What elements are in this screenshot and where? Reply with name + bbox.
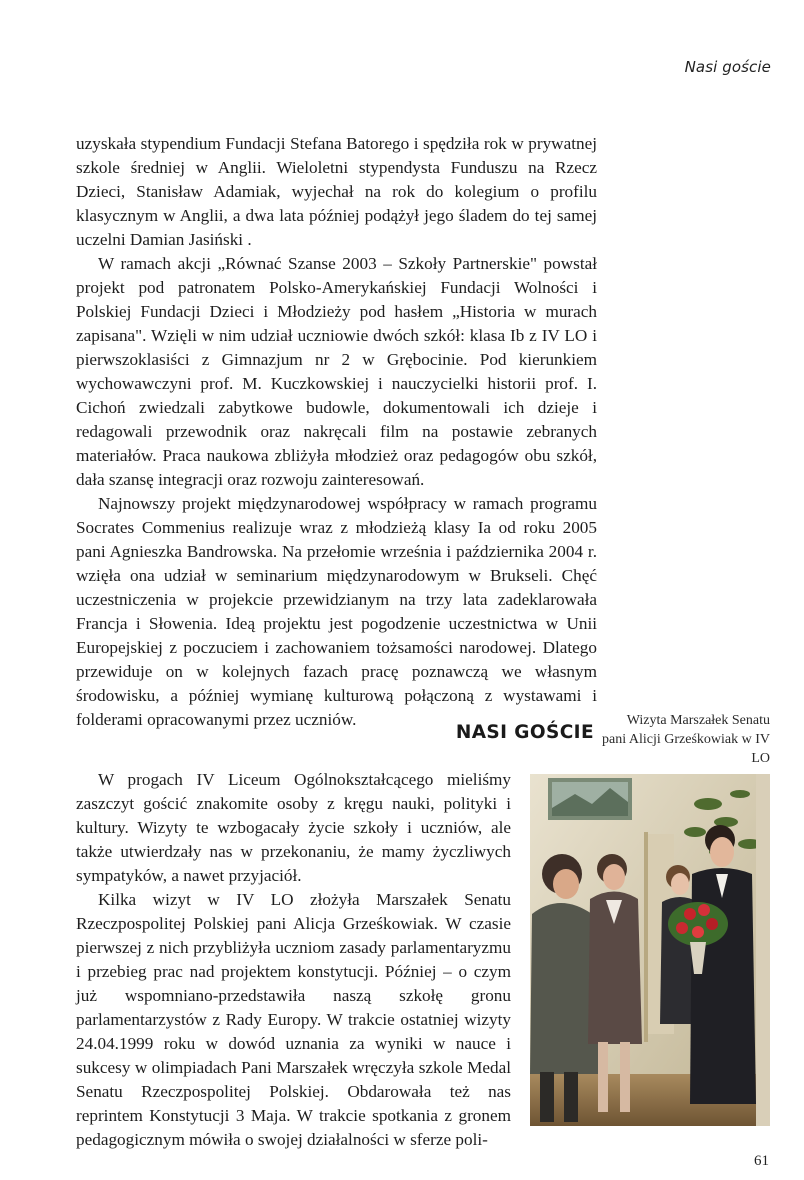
photo-caption: Wizyta Marszałek Senatu pani Alicji Grześkowiak w IV LO [602,713,770,766]
paragraph: Najnowszy projekt międzynarodowej współpracy w ramach programu Socrates Commenius realizuje wraz z młodzieżą klasy Ia od roku 2005 pani Agnieszka Bandrowska. Na przełomie września i października 2004 r. wzięła ona udział w seminarium międzynarodowym w Brukseli. Chęć uczestniczenia w projekcie przewidzianym na trzy lata zadeklarowała Francja i Słowenia. Ideą projektu jest pogodzenie uczestnictwa w Unii Europejskiej z poczuciem i zachowaniem tożsamości narodowej. Dlatego przewiduje on w kolejnych fazach pracę poznawczą we własnym środowisku, a później wymianę kulturową połączoną z wystawami i folderami opracowanymi przez uczniów. [76,494,597,729]
paragraph: W ramach akcji „Równać Szanse 2003 – Szkoły Partnerskie" powstał projekt pod patronatem Polsko-Amerykańskiej Fundacji Wolności i Polskiej Fundacji Dzieci i Młodzieży pod hasłem „Historia w murach zapisana". Wzięli w nim udział uczniowie dwóch szkół: klasa Ib z IV LO i pierwszoklasiści z Gimnazjum nr 2 w Grębocinie. Pod kierunkiem wychowawczyni prof. M. Kuczkowskiej i nauczycielki historii prof. I. Cichoń zwiedzali zabytkowe budowle, dokumentowali ich dzieje i redagowali przewodnik oraz nakręcali film na postawie zebranych materiałów. Praca naukowa zbliżyła młodzież oraz pedagogów obu szkół, dała szansę integracji oraz rozwoju zainteresowań. [76,254,597,489]
running-header: Nasi goście [684,58,771,76]
top-text-block [76,132,597,732]
paragraph: Kilka wizyt w IV LO złożyła Marszałek Senatu Rzeczpospolitej Polskiej pani Alicja Grześkowiak. W czasie pierwszej z nich przybliżyła uczniom zasady parlamentaryzmu i przebieg prac nad projektem konstytucji. Później – o czym już wspomniano-przedstawiła naszą szkołę gronu parlamentarzystów z Rady Europy. W trakcie ostatniej wizyty 24.04.1999 roku w dowód uznania za wyniki w nauce i sukcesy w olimpiadach Pani Marszałek wręczyła szkole Medal Senatu Rzeczpospolitej Polskiej. Obdarowała też nas reprintem Konstytucji 3 Maja. W trakcie spotkania z gronem pedagogicznym mówiła o swojej działalności w sferze poli- [76,890,511,1149]
visit-photo [530,774,770,1126]
guests-text-block [76,768,511,1152]
paragraph: W progach IV Liceum Ogólnokształcącego mieliśmy zaszczyt gościć znakomite osoby z kręgu nauki, polityki i kultury. Wizyty te wzbogacały życie szkoły i uczniów, ale także utwierdzały nas w przekonaniu, że mamy życzliwych sympatyków, a nawet przyjaciół. [76,770,511,885]
page-number: 61 [754,1153,769,1169]
section-heading: NASI GOŚCIE [455,722,594,743]
paragraph: uzyskała stypendium Fundacji Stefana Batorego i spędziła rok w prywatnej szkole średniej w Anglii. Wieloletni stypendysta Funduszu na Rzecz Dzieci, Stanisław Adamiak, wyjechał na rok do kolegium o profilu klasycznym w Anglii, a dwa lata później podążył jego śladem do tej samej uczelni Damian Jasiński . [76,134,597,249]
